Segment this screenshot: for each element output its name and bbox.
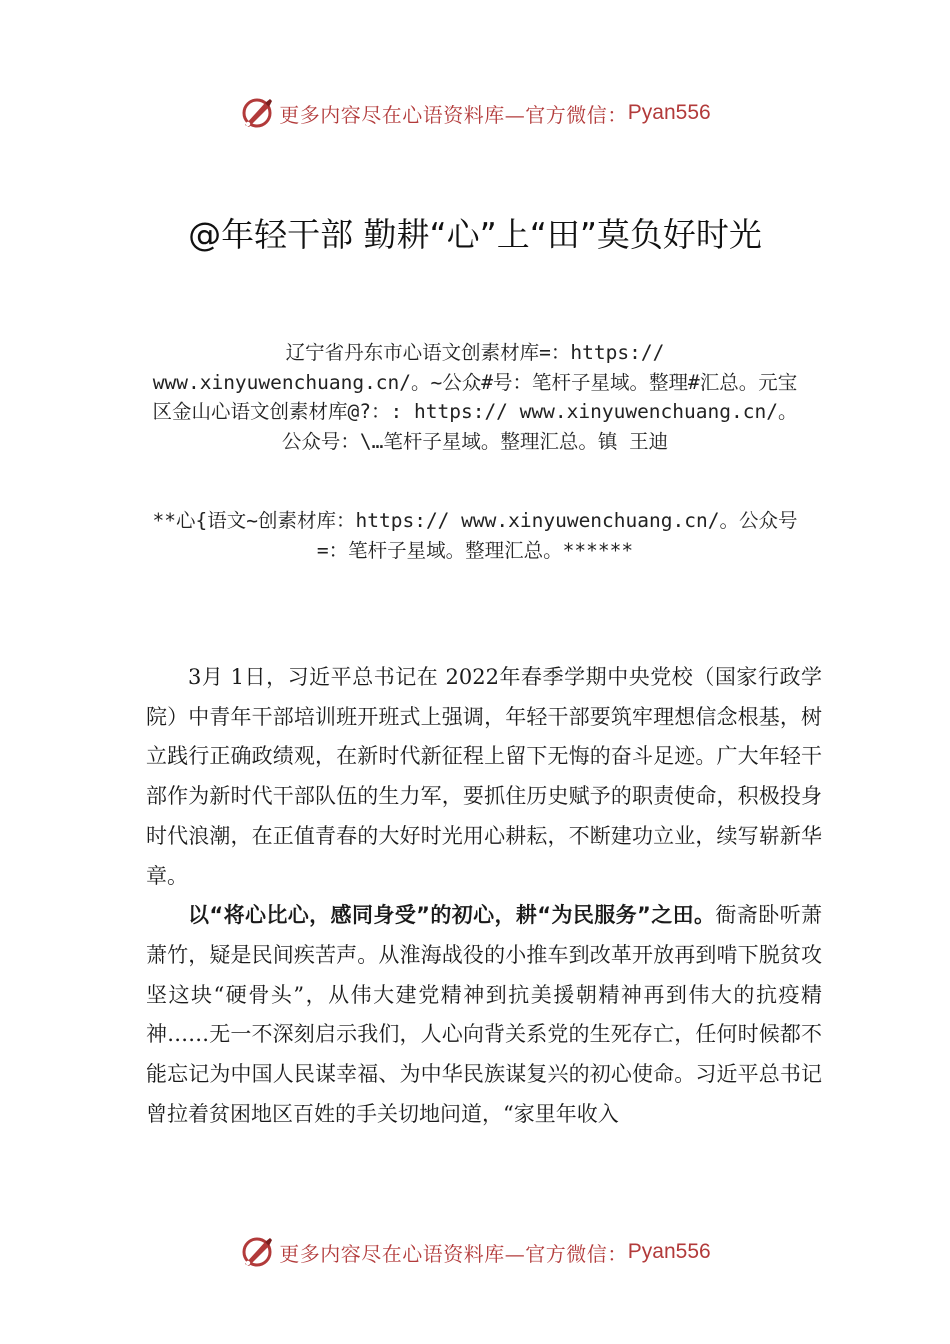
source-info-block: 辽宁省丹东市心语文创素材库=：https:// www.xinyuwenchuang.cn/。~公众#号：笔杆子星域。整理#汇总。元宝区金山心语文创素材库@?：: https:// www.xinyuwenchuang.cn/。公众号：\…笔杆子星域。整理汇总。镇 王迪 bbox=[152, 341, 798, 453]
document-title: @年轻干部 勤耕“心”上“田”莫负好时光 bbox=[188, 215, 762, 254]
footer-banner bbox=[0, 1232, 950, 1272]
header-banner bbox=[0, 93, 950, 133]
paragraph-2-heading: 以“将心比心，感同身受”的初心，耕“为民服务”之田。 bbox=[188, 903, 716, 928]
banner-wechat-id: Pyan556 bbox=[627, 1240, 711, 1263]
banner-text: 更多内容尽在心语资料库—官方微信： bbox=[279, 102, 628, 127]
pen-logo-icon bbox=[239, 95, 275, 131]
article-body bbox=[146, 658, 822, 1134]
banner-wechat-id: Pyan556 bbox=[627, 101, 711, 124]
banner-text: 更多内容尽在心语资料库—官方微信： bbox=[279, 1241, 628, 1266]
source-info-block-2: **心{语文~创素材库：https:// www.xinyuwenchuang.cn/。公众号=：笔杆子星域。整理汇总。****** bbox=[152, 509, 798, 562]
pen-logo-icon bbox=[239, 1234, 275, 1270]
paragraph-2-body: 衙斋卧听萧萧竹，疑是民间疾苦声。从淮海战役的小推车到改革开放再到啃下脱贫攻坚这块“硬骨头”，从伟大建党精神到抗美援朝精神再到伟大的抗疫精神……无一不深刻启示我们，人心向背关系党的生死存亡，任何时候都不能忘记为中国人民谋幸福、为中华民族谋复兴的初心使命。习近平总书记曾拉着贫困地区百姓的手关切地问道，“家里年收入 bbox=[146, 903, 822, 1126]
paragraph-2 bbox=[146, 896, 822, 1134]
paragraph-1: 3月 1日，习近平总书记在 2022年春季学期中央党校（国家行政学院）中青年干部培训班开班式上强调，年轻干部要筑牢理想信念根基，树立践行正确政绩观，在新时代新征程上留下无悔的奋斗足迹。广大年轻干部作为新时代干部队伍的生力军，要抓住历史赋予的职责使命，积极投身时代浪潮，在正值青春的大好时光用心耕耘，不断建功立业，续写崭新华章。 bbox=[146, 665, 822, 888]
